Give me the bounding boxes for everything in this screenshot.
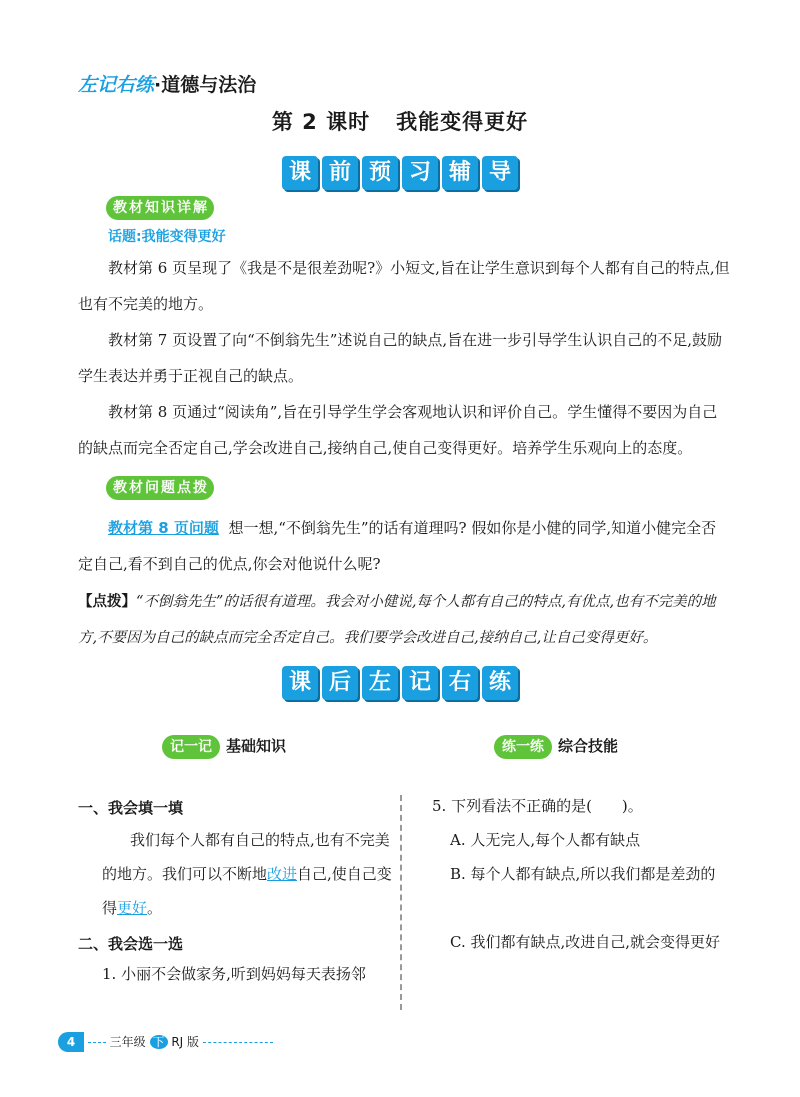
section-knowledge-label: 教 材 知 识 详 解 [106,196,214,220]
fill-in-question: 我们每个人都有自己的特点,也有不完美的地方。我们可以不断地改进自己,使自己变得更好。 [102,831,392,917]
brand-dot: · [154,74,162,96]
banner-preview [0,156,800,190]
hint-label: 【点拨】 [78,593,136,610]
page-footer [58,1032,273,1052]
banner-tile: 记 [402,666,438,700]
banner-tile: 预 [362,156,398,190]
paragraph: 教材第 7 页设置了向“不倒翁先生”述说自己的缺点,旨在进一步引导学生认识自己的不足,鼓励学生表达并勇于正视自己的缺点。 [78,331,722,385]
right-column-header [494,735,618,759]
brand-series: 左记右练 [78,74,155,96]
banner-tile: 课 [282,666,318,700]
banner-tile: 后 [322,666,358,700]
brand-subject: 道德与法治 [161,74,257,96]
term-label: 下 [150,1035,168,1049]
left-column-header [162,735,286,759]
question-1: 1. 小丽不会做家务,听到妈妈每天表扬邻 [102,965,366,983]
page-number: 4 [58,1032,84,1052]
banner-tile: 导 [482,156,518,190]
question-5: 5. 下列看法不正确的是( )。 [432,797,643,815]
banner-practice [0,666,800,700]
option-b: B. 每个人都有缺点,所以我们都是差劲的 [450,865,716,883]
textbook-question [78,510,730,582]
paragraph: 教材第 6 页呈现了《我是不是很差劲呢?》小短文,旨在让学生意识到每个人都有自己的特点,但也有不完美的地方。 [78,259,730,313]
banner-tile: 习 [402,156,438,190]
lesson-name: 我能变得更好 [396,110,529,134]
banner-tile: 课 [282,156,318,190]
question-source-link[interactable]: 教材第 8 页问题 [108,519,219,537]
grade-label: 三年级 [109,1035,146,1049]
topic-label: 话题:我能变得更好 [108,229,226,245]
practice-badge: 练一练 [494,735,552,759]
hint-block [78,584,730,656]
answer-blank: 更好 [117,899,148,917]
lesson-title [0,106,800,136]
choice-section-title: 二、我会选一选 [78,935,184,953]
banner-tile: 前 [322,156,358,190]
banner-tile: 右 [442,666,478,700]
hint-text: “不倒翁先生”的话很有道理。我会对小健说,每个人都有自己的特点,有优点,也有不完美的地方,不要因为自己的缺点而完全否定自己。我们要学会改进自己,接纳自己,让自己变得更好。 [78,594,716,646]
remember-badge: 记一记 [162,735,220,759]
lesson-number: 第 2 课时 [271,110,371,134]
banner-tile: 辅 [442,156,478,190]
skills-label: 综合技能 [558,737,619,755]
basic-knowledge-label: 基础知识 [226,737,287,755]
section-problem-label: 教 材 问 题 点 拨 [106,476,214,500]
option-a: A. 人无完人,每个人都有缺点 [450,831,641,849]
banner-tile: 练 [482,666,518,700]
fill-section-title: 一、我会填一填 [78,799,184,817]
question-text: 想一想,“不倒翁先生”的话有道理吗? 假如你是小健的同学,知道小健完全否定自己,看不到自己的优点,你会对他说什么呢? [78,519,717,573]
edition-label: RJ 版 [171,1035,200,1049]
option-c: C. 我们都有缺点,改进自己,就会变得更好 [450,933,721,951]
brand-header [78,70,256,97]
paragraph: 教材第 8 页通过“阅读角”,旨在引导学生学会客观地认识和评价自己。学生懂得不要因为自己的缺点而完全否定自己,学会改进自己,接纳自己,使自己变得更好。培养学生乐观向上的态度。 [78,403,718,457]
banner-tile: 左 [362,666,398,700]
answer-blank: 改进 [267,865,298,883]
